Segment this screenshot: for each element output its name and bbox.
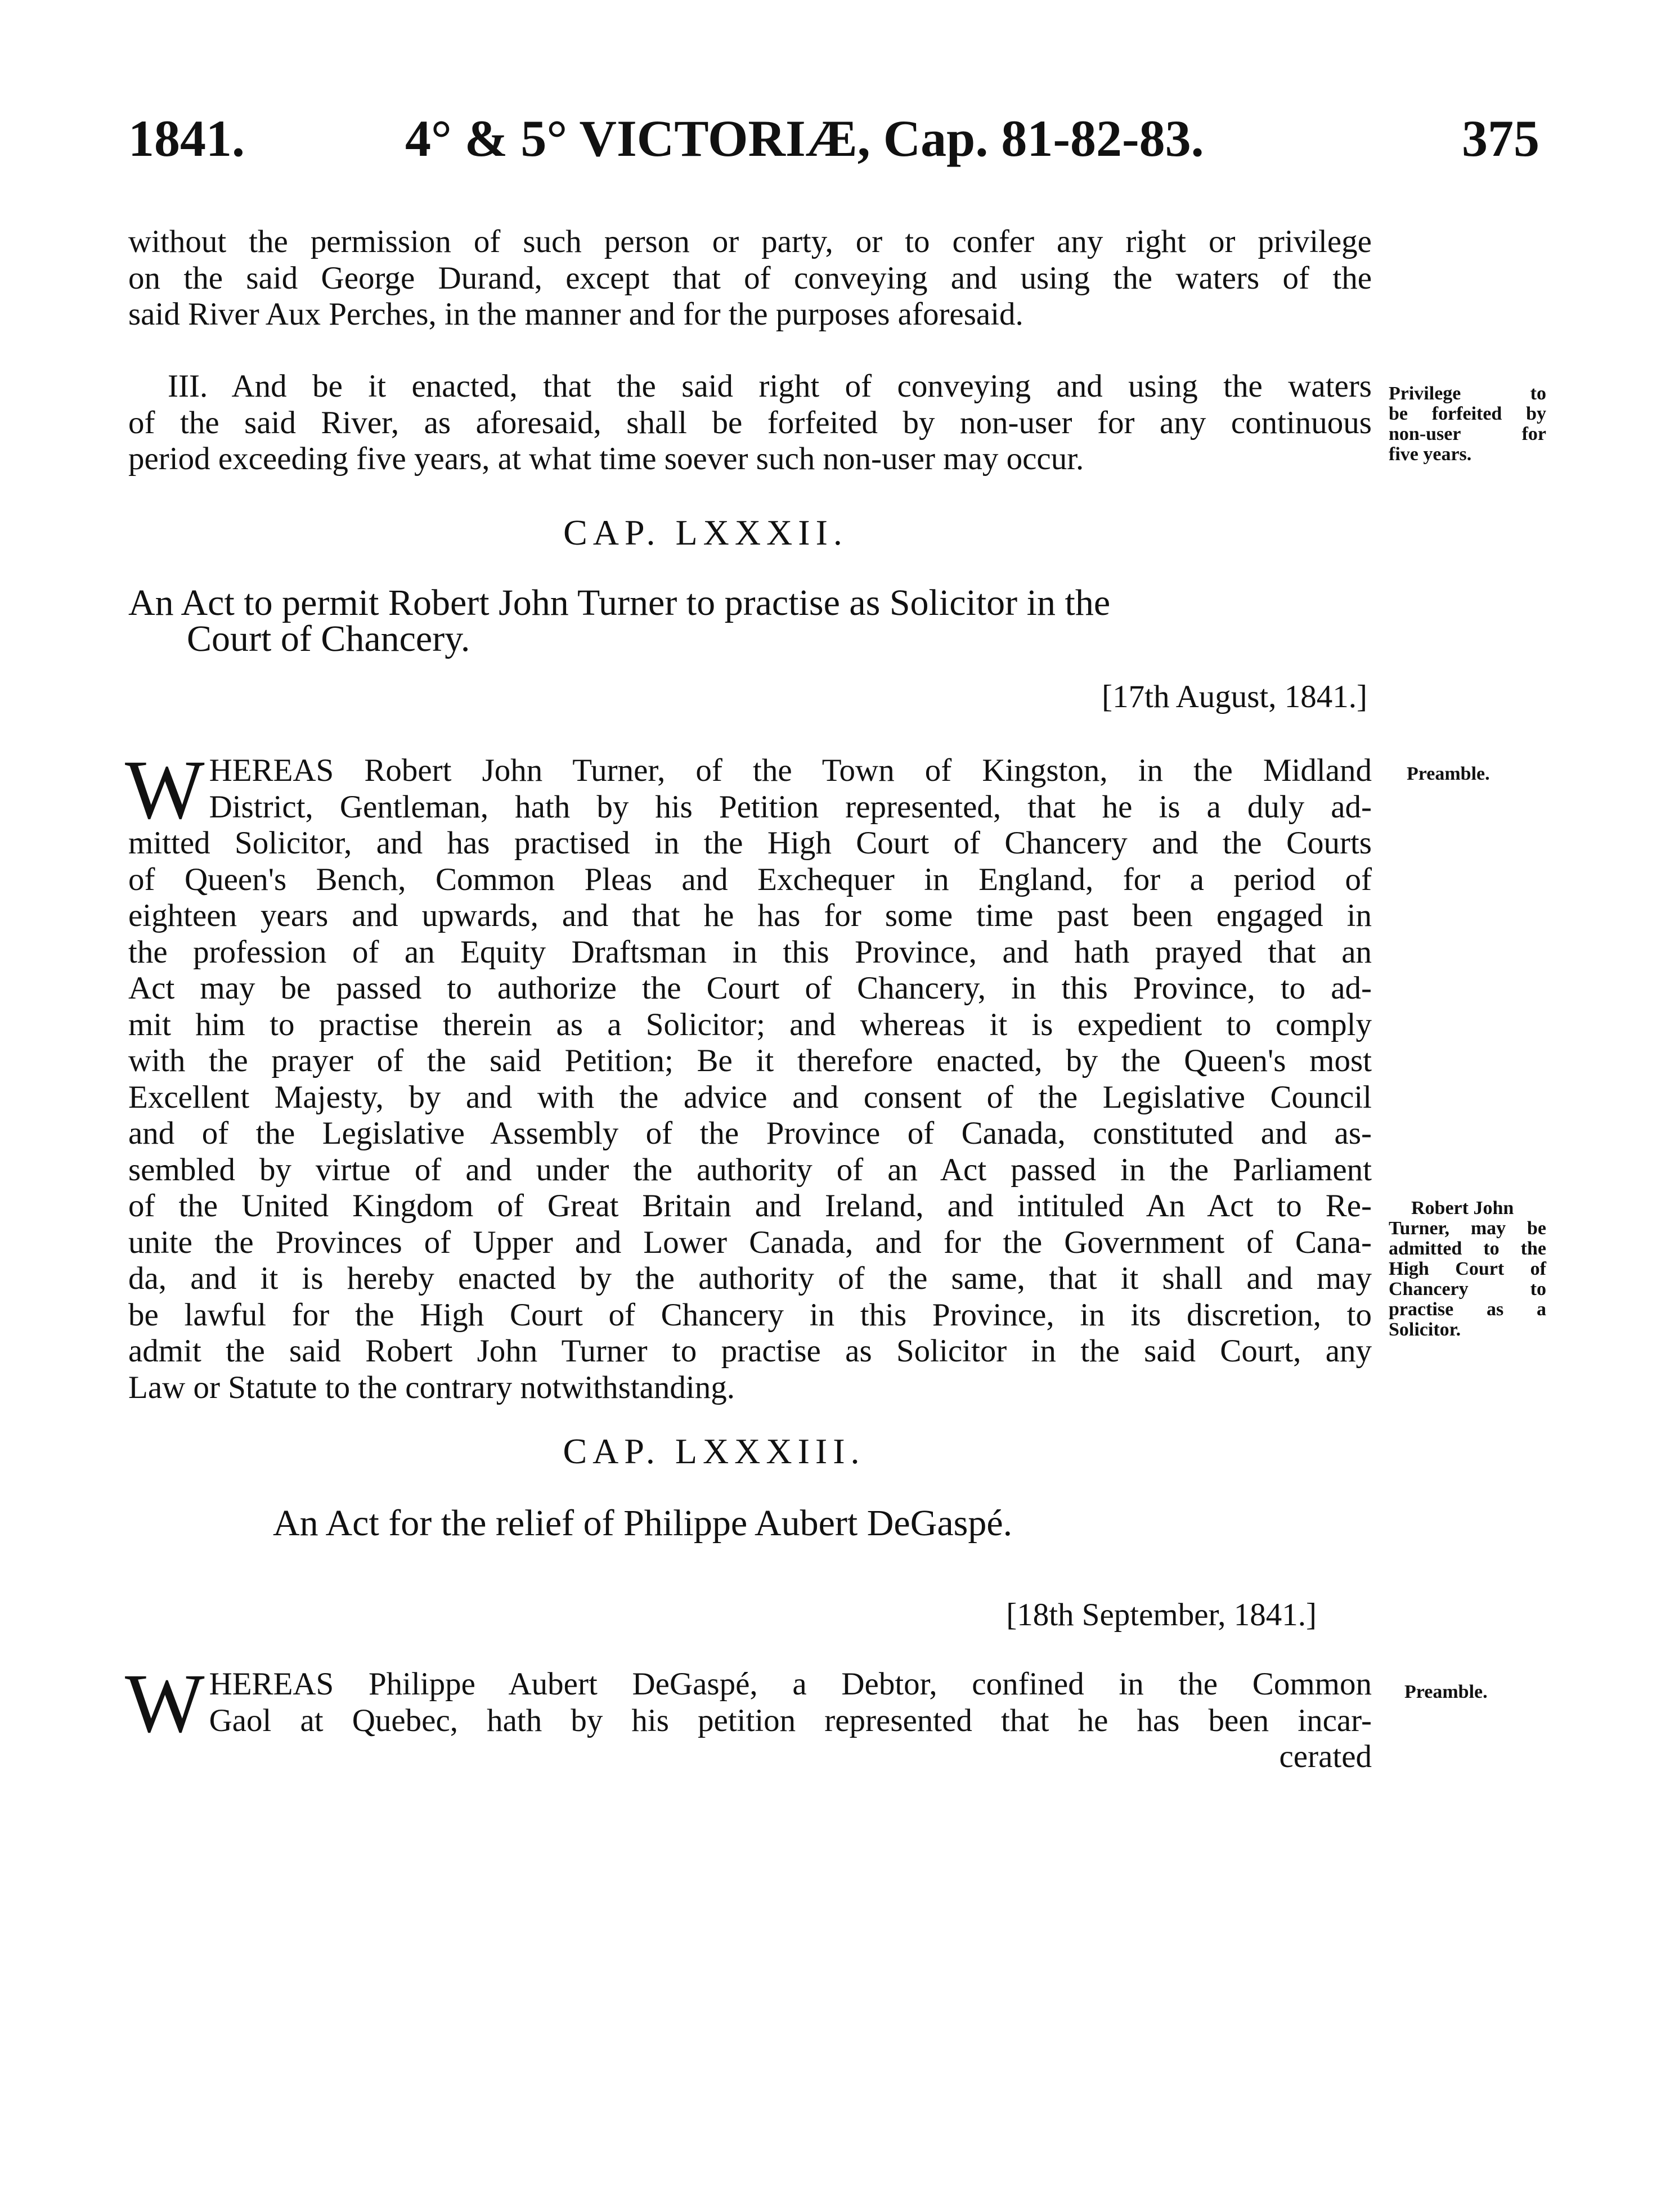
- text-line: da, and it is hereby enacted by the authority of the same, that it shall and may: [128, 1261, 1372, 1296]
- text-line: eighteen years and upwards, and that he has for some time past been engaged in: [128, 898, 1372, 933]
- cap-83-title: [273, 1503, 1286, 1544]
- margin-note-line: Preamble.: [1407, 763, 1490, 784]
- margin-note-line: Chancery to: [1389, 1279, 1546, 1300]
- text-line: of the said River, as aforesaid, shall be forfeited by non-user for any continuous: [128, 404, 1372, 440]
- text-line: admit the said Robert John Turner to practise as Solicitor in the said Court, any: [128, 1333, 1372, 1369]
- text-line: period exceeding five years, at what time soever such non-user may occur.: [128, 441, 1084, 476]
- section-iii: [128, 368, 1372, 478]
- margin-note-line: practise as a: [1389, 1299, 1546, 1320]
- text-line: sembled by virtue of and under the authority of an Act passed in the Parliament: [128, 1152, 1372, 1188]
- margin-note-line: Solicitor.: [1389, 1319, 1461, 1340]
- text-line: mit him to practise therein as a Solicitor; and whereas it is expedient to comply: [128, 1006, 1372, 1042]
- section-continuation: [128, 224, 1372, 333]
- text-line: be lawful for the High Court of Chancery in this Province, in its discretion, to: [128, 1297, 1372, 1333]
- text-line: the profession of an Equity Draftsman in this Province, and hath prayed that an: [128, 934, 1372, 970]
- cap-83-heading: CAP. LXXXIII.: [563, 1431, 865, 1471]
- margin-note-line: Turner, may be: [1389, 1218, 1546, 1239]
- margin-note-line: five years.: [1389, 444, 1472, 465]
- text-line: III. And be it enacted, that the said right of conveying and using the waters: [168, 368, 1372, 404]
- drop-cap: W: [125, 1657, 205, 1750]
- margin-note-line: Privilege to: [1389, 383, 1546, 404]
- title-line: An Act to permit Robert John Turner to practise as Solicitor in the: [128, 582, 1111, 623]
- text-line: without the permission of such person or party, or to confer any right or privilege: [128, 224, 1372, 259]
- text-line: Gaol at Quebec, hath by his petition represented that he has been incar-: [209, 1702, 1372, 1738]
- cap-83-body: [125, 1657, 1372, 1775]
- text-line: Law or Statute to the contrary notwithstanding.: [128, 1369, 735, 1405]
- margin-note-line: Preamble.: [1404, 1682, 1488, 1702]
- text-line: mitted Solicitor, and has practised in the High Court of Chancery and the Courts: [128, 825, 1372, 861]
- margin-note-preamble-83: [1404, 1682, 1562, 1702]
- page-number: 375: [1462, 110, 1539, 167]
- margin-note-line: High Court of: [1389, 1258, 1546, 1279]
- text-line: and of the Legislative Assembly of the Province of Canada, constituted and as-: [128, 1116, 1372, 1151]
- text-line: on the said George Durand, except that of conveying and using the waters of the: [128, 260, 1372, 296]
- text-line: Act may be passed to authorize the Court of Chancery, in this Province, to ad-: [128, 970, 1372, 1006]
- margin-note-line: Robert John: [1411, 1198, 1514, 1219]
- text-line: cerated: [1279, 1739, 1372, 1774]
- margin-note-forfeiture: [1389, 384, 1546, 465]
- text-line: of the United Kingdom of Great Britain and Ireland, and intituled An Act to Re-: [128, 1188, 1372, 1224]
- text-line: District, Gentleman, hath by his Petition represented, that he is a duly ad-: [209, 789, 1372, 825]
- cap-82-body: [125, 743, 1372, 1406]
- text-line: said River Aux Perches, in the manner and for the purposes aforesaid.: [128, 296, 1023, 332]
- text-line: of Queen's Bench, Common Pleas and Exchequer in England, for a period of: [128, 861, 1372, 897]
- text-line: unite the Provinces of Upper and Lower Canada, and for the Government of Cana-: [128, 1224, 1372, 1260]
- title-line: Court of Chancery.: [187, 618, 470, 659]
- text-line: with the prayer of the said Petition; Be it therefore enacted, by the Queen's most: [128, 1043, 1372, 1078]
- header-title: 4° & 5° VICTORIÆ, Cap. 81-82-83.: [405, 110, 1204, 167]
- margin-note-line: non-user for: [1389, 424, 1546, 444]
- margin-note-line: be forfeited by: [1389, 403, 1546, 424]
- margin-note-preamble: [1407, 764, 1564, 784]
- cap-83-date: [18th September, 1841.]: [1006, 1597, 1317, 1633]
- header-year: 1841.: [128, 110, 245, 167]
- text-line: HEREAS Philippe Aubert DeGaspé, a Debtor, confined in the Common: [209, 1666, 1372, 1702]
- cap-82-date: [17th August, 1841.]: [1102, 679, 1367, 714]
- text-line: HEREAS Robert John Turner, of the Town of Kingston, in the Midland: [209, 753, 1372, 788]
- margin-note-turner: [1389, 1198, 1546, 1340]
- text-line: Excellent Majesty, by and with the advice and consent of the Legislative Council: [128, 1079, 1372, 1115]
- title-line: An Act for the relief of Philippe Aubert DeGaspé.: [273, 1503, 1013, 1544]
- cap-82-heading: CAP. LXXXII.: [563, 512, 848, 552]
- drop-cap: W: [125, 743, 205, 837]
- cap-82-title: [128, 582, 1377, 659]
- margin-note-line: admitted to the: [1389, 1238, 1546, 1259]
